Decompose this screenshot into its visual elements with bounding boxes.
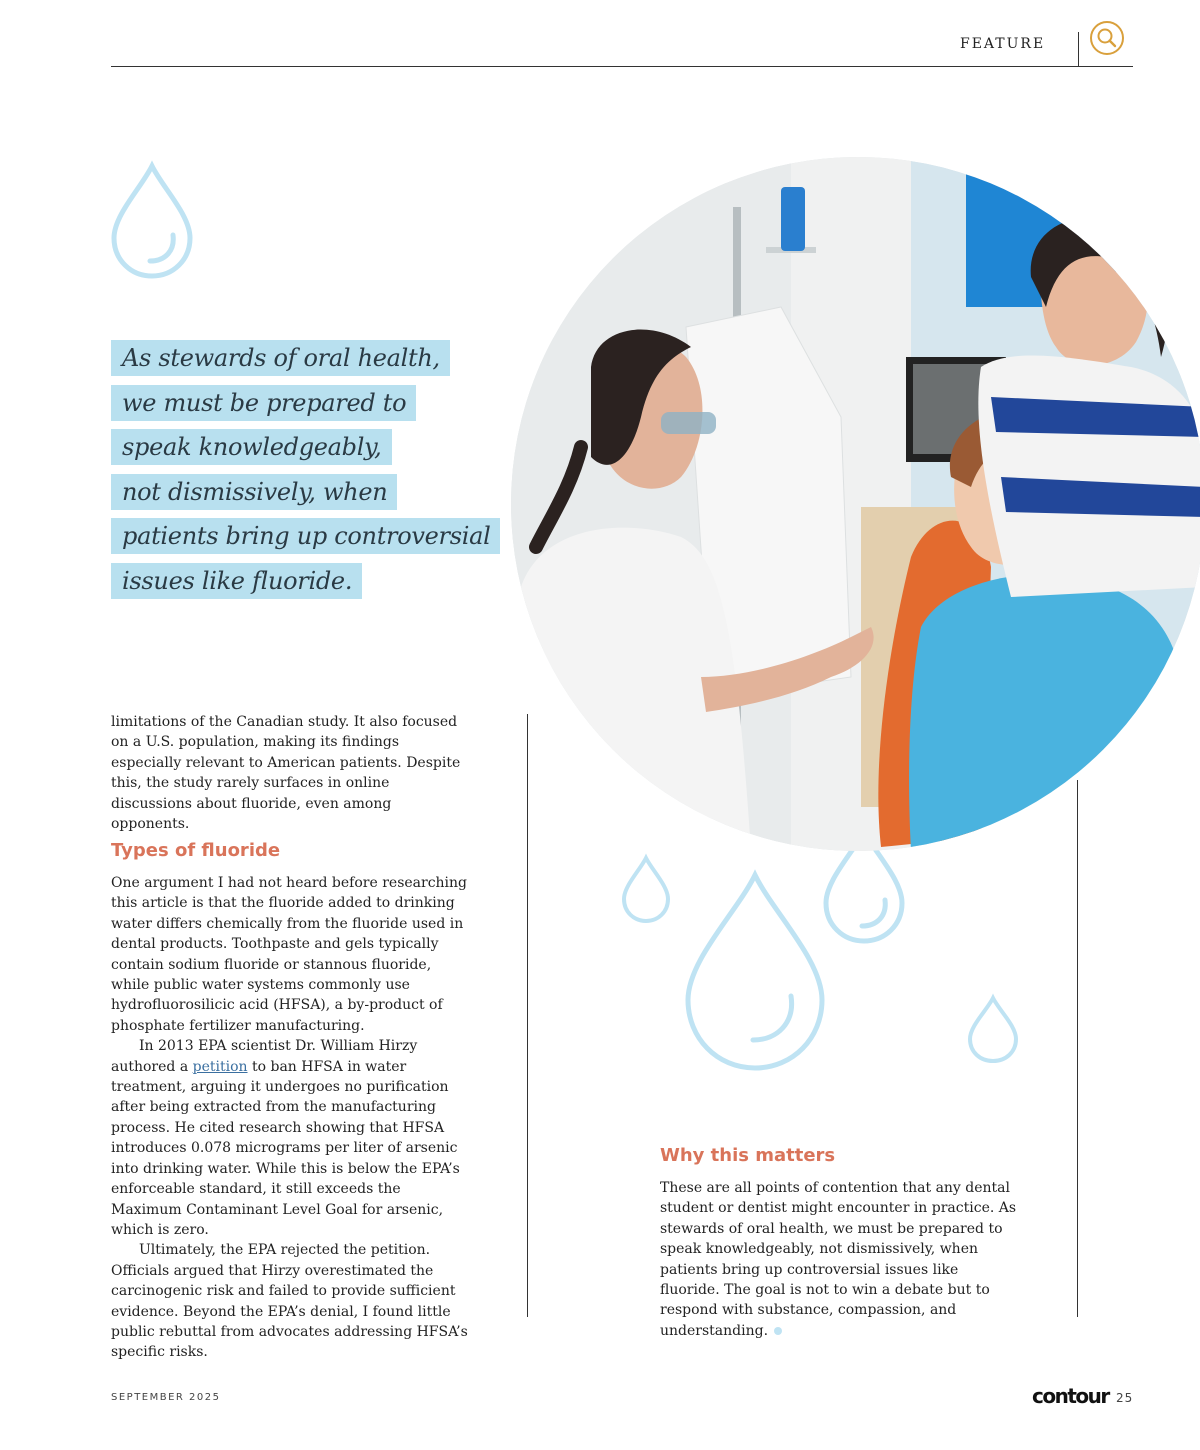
why-this-matters-body (660, 1178, 1020, 1341)
paragraph-text: In 2013 EPA scientist Dr. William Hirzy authored a (111, 1038, 418, 1075)
pull-quote-line: issues like fluoride. (111, 563, 362, 599)
water-drop-icon (111, 163, 193, 279)
why-this-matters-heading: Why this matters (660, 1145, 836, 1166)
search-icon (1092, 23, 1122, 53)
paragraph-text: These are all points of contention that any dental student or dentist might encounter in practice. As stewards of oral health, we must be prepared to speak knowledgeably, not dismissively, when patients bring up controversial issues like fluoride. The goal is not to win a debate but to respond with substance, compassion, and understanding. (660, 1180, 1017, 1339)
magazine-logo: contour (1032, 1384, 1109, 1408)
types-of-fluoride-body (111, 873, 471, 1363)
body-paragraph: One argument I had not heard before researching this article is that the fluoride added to drinking water differs chemically from the fluoride used in dental products. Toothpaste and gels typically contain sodium fluoride or stannous fluoride, while public water systems commonly use hydrofluorosilicic acid (HFSA), a by-product of phosphate fertilizer manufacturing. (111, 875, 468, 1034)
intro-paragraph: limitations of the Canadian study. It also focused on a U.S. population, making its findings especially relevant to American patients. Despite this, the study rarely surfaces in online discussions about fluoride, even among opponents. (111, 714, 461, 833)
pull-quote-line: speak knowledgeably, (111, 429, 392, 465)
section-label: FEATURE (960, 36, 1046, 52)
water-drop-icon (622, 856, 670, 924)
petition-link[interactable]: petition (192, 1058, 248, 1075)
header-vertical-divider (1078, 32, 1079, 67)
body-paragraph (111, 1036, 471, 1240)
paragraph-text: to ban HFSA in water treatment, arguing it undergoes no purification after being extracted from the manufacturing process. He cited research showing that HFSA introduces 0.078 micrograms per liter of arsenic into drinking water. While this is below the EPA’s enforceable standard, it still exceeds the Maximum Contaminant Level Goal for arsenic, which is zero. (111, 1058, 460, 1238)
water-drop-icon (685, 872, 825, 1072)
column-divider (1077, 780, 1078, 1317)
body-paragraph: Ultimately, the EPA rejected the petition. Officials argued that Hirzy overestimated the carcinogenic risk and failed to provide sufficient evidence. Beyond the EPA’s denial, I found little public rebuttal from advocates addressing HFSA’s specific risks. (111, 1242, 468, 1361)
issue-date: SEPTEMBER 2025 (111, 1392, 221, 1403)
end-mark-icon (774, 1327, 782, 1335)
types-of-fluoride-heading: Types of fluoride (111, 840, 281, 861)
left-column-intro (111, 712, 471, 834)
pull-quote (111, 340, 531, 607)
pull-quote-line: As stewards of oral health, (111, 340, 450, 376)
pull-quote-line: patients bring up controversial (111, 518, 500, 554)
feature-photo (511, 157, 1200, 851)
column-divider (527, 714, 528, 1317)
page-number: 25 (1116, 1391, 1134, 1405)
body-paragraph (660, 1178, 1020, 1341)
pull-quote-line: we must be prepared to (111, 385, 416, 421)
header-divider (111, 66, 1133, 67)
water-drop-icon (968, 996, 1018, 1064)
pull-quote-line: not dismissively, when (111, 474, 397, 510)
search-button[interactable] (1090, 21, 1124, 55)
